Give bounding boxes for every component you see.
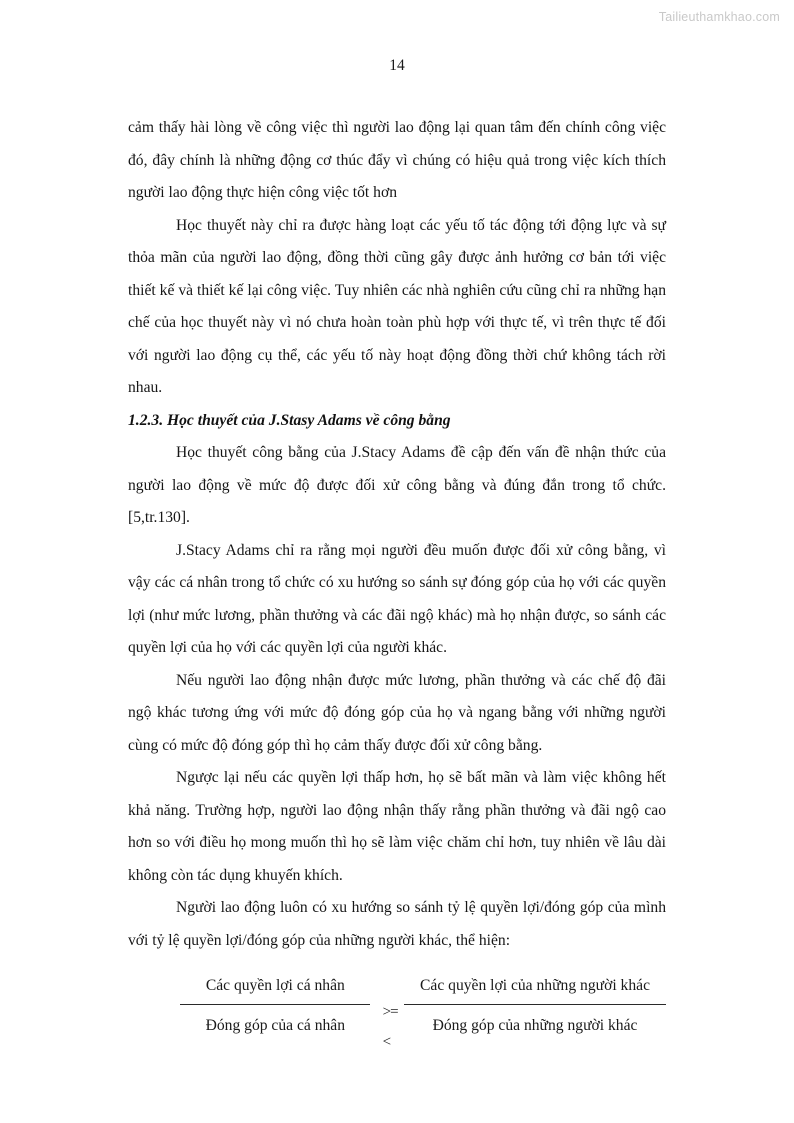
section-heading: 1.2.3. Học thuyết của J.Stasy Adams về công bằng (128, 411, 451, 429)
paragraph-1: cảm thấy hài lòng về công việc thì người lao động lại quan tâm đến chính công việc đó, đây chính là những động cơ thúc đẩy vì chúng có hiệu quả trong việc kích thích người lao động thực hiện công việc tốt hơn (128, 119, 666, 201)
formula-operator: >=< (382, 1004, 398, 1050)
paragraph-5: Nếu người lao động nhận được mức lương, phần thưởng và các chế độ đãi ngộ khác tương ứng với mức độ đóng góp của họ và ngang bằng với những người cùng có mức độ đóng góp thì họ cảm thấy được đối xử công bằng. (128, 671, 666, 754)
paragraph-6: Ngược lại nếu các quyền lợi thấp hơn, họ sẽ bất mãn và làm việc không hết khả năng. Trường hợp, người lao động nhận thấy rằng phần thưởng và đãi ngộ cao hơn so với điều họ mong muốn thì họ sẽ làm việc chăm chỉ hơn, tuy nhiên về lâu dài không còn tác dụng khuyến khích. (128, 769, 666, 884)
formula-right-denominator: Đóng góp của những người khác (432, 1017, 638, 1034)
watermark-text: Tailieuthamkhao.com (658, 10, 780, 24)
formula-left-denominator: Đóng góp của cá nhân (205, 1017, 346, 1034)
paragraph-7: Người lao động luôn có xu hướng so sánh tỷ lệ quyền lợi/đóng góp của mình với tỷ lệ quyền lợi/đóng góp của những người khác, thể hiện: (128, 899, 666, 949)
paragraph-2: Học thuyết này chỉ ra được hàng loạt các yếu tố tác động tới động lực và sự thỏa mãn của người lao động, đồng thời cũng gây được ảnh hưởng cơ bản tới việc thiết kế và thiết kế lại công việc. Tuy nhiên các nhà nghiên cứu cũng chỉ ra những hạn chế của học thuyết này vì nó chưa hoàn toàn phù hợp với thực tế, vì trên thực tế đối với người lao động cụ thể, các yếu tố này hoạt động đồng thời chứ không tách rời nhau. (128, 216, 666, 396)
formula-left-numerator: Các quyền lợi cá nhân (205, 977, 345, 994)
paragraph-4: J.Stacy Adams chỉ ra rằng mọi người đều muốn được đối xử công bằng, vì vậy các cá nhân trong tổ chức có xu hướng so sánh sự đóng góp của họ với các quyền lợi (như mức lương, phần thưởng và các đãi ngộ khác) mà họ nhận được, so sánh các quyền lợi của họ với các quyền lợi của người khác. (128, 541, 666, 656)
formula-row (128, 971, 666, 1057)
page-number: 14 (389, 57, 405, 74)
paragraph-3: Học thuyết công bằng của J.Stacy Adams đề cập đến vấn đề nhận thức của người lao động về mức độ được đối xử công bằng và đúng đắn trong tổ chức. [5,tr.130]. (128, 444, 666, 526)
formula-right-fraction (404, 971, 666, 1041)
equity-formula (128, 971, 666, 1057)
formula-left-fraction (168, 971, 383, 1041)
page-content (128, 112, 666, 1057)
formula-right-numerator: Các quyền lợi của những người khác (420, 977, 650, 994)
